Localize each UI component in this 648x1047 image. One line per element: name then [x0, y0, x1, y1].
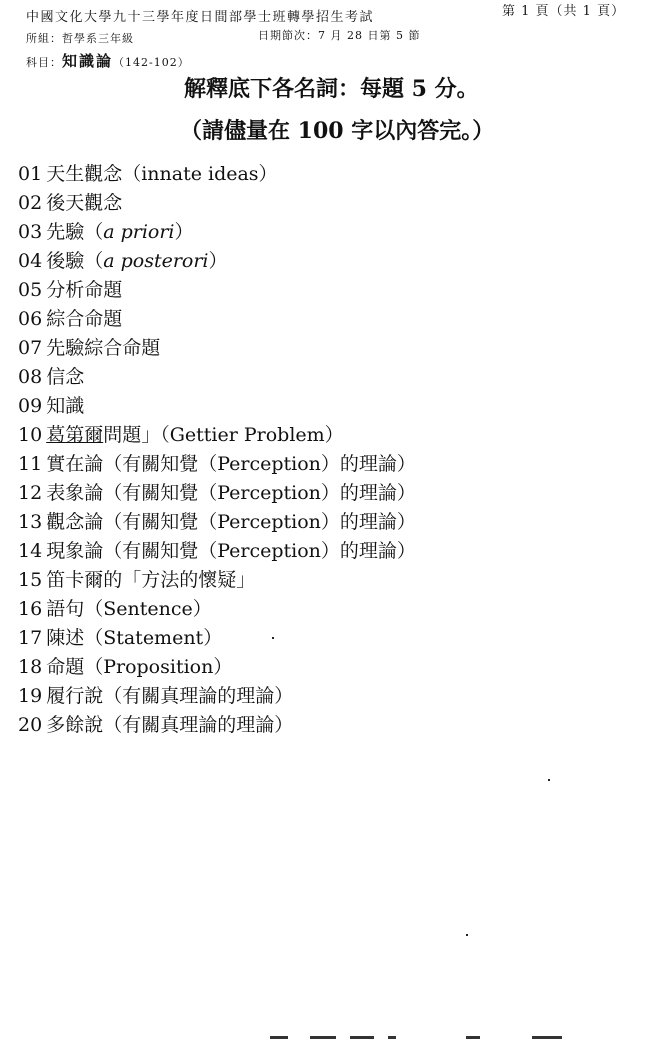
- exam-title: 中國文化大學九十三學年度日間部學士班轉學招生考試: [26, 10, 375, 25]
- question-number: 12: [18, 482, 43, 504]
- question-term: 先驗綜合命題: [46, 337, 161, 359]
- question-item: [18, 711, 416, 740]
- question-item: [18, 305, 416, 334]
- question-term: 多餘說: [46, 714, 104, 736]
- question-note-latin: a priori: [103, 221, 175, 243]
- question-term: 綜合命題: [46, 308, 123, 330]
- scan-speck: [272, 637, 274, 639]
- date-session-label: 日期節次：7 月 28 日第 5 節: [258, 29, 421, 42]
- question-item: [18, 160, 416, 189]
- subject-prefix: 科目：: [26, 56, 62, 69]
- question-note-close: ）: [174, 221, 194, 243]
- question-list: [18, 160, 416, 740]
- question-number: 15: [18, 569, 43, 591]
- question-item: [18, 479, 416, 508]
- question-item: [18, 392, 416, 421]
- question-term: 履行說: [46, 685, 104, 707]
- instruction-scoring: 解釋底下各名詞：每題 5 分。: [184, 76, 479, 102]
- question-item: [18, 363, 416, 392]
- question-term: 知識: [46, 395, 85, 417]
- question-note: （innate ideas）: [122, 163, 278, 185]
- question-note: （Proposition）: [84, 656, 233, 678]
- question-item: [18, 334, 416, 363]
- question-item: [18, 189, 416, 218]
- question-number: 04: [18, 250, 43, 272]
- question-note-open: （: [84, 221, 104, 243]
- question-number: 18: [18, 656, 43, 678]
- question-term: 命題: [46, 656, 85, 678]
- question-note-open: （: [84, 250, 104, 272]
- question-term: 笛卡爾的「方法的懷疑」: [46, 569, 256, 591]
- question-number: 01: [18, 163, 43, 185]
- question-number: 02: [18, 192, 43, 214]
- scan-mark: [350, 1036, 374, 1039]
- question-note: （有關知覺（Perception）的理論）: [103, 453, 416, 475]
- question-term: 陳述: [46, 627, 85, 649]
- question-term: 天生觀念: [46, 163, 123, 185]
- question-term: 先驗: [46, 221, 85, 243]
- scan-mark: [310, 1036, 336, 1039]
- question-item: [18, 653, 416, 682]
- question-number: 19: [18, 685, 43, 707]
- department-label: 所組：哲學系三年級: [26, 32, 134, 45]
- question-term-underlined: 葛第爾: [46, 424, 104, 446]
- question-item: [18, 682, 416, 711]
- scan-mark: [466, 1036, 480, 1039]
- question-term: 後天觀念: [46, 192, 123, 214]
- question-note-close: ）: [208, 250, 228, 272]
- question-term-rest: 問題」: [103, 424, 161, 446]
- question-note-latin: a posterori: [103, 250, 209, 272]
- question-item: [18, 276, 416, 305]
- question-term: 後驗: [46, 250, 85, 272]
- question-number: 07: [18, 337, 43, 359]
- question-number: 06: [18, 308, 43, 330]
- question-number: 08: [18, 366, 43, 388]
- subject-line: [26, 50, 190, 71]
- question-number: 03: [18, 221, 43, 243]
- question-term: 表象論: [46, 482, 104, 504]
- question-item: [18, 624, 416, 653]
- scan-speck: [466, 934, 468, 936]
- question-number: 16: [18, 598, 43, 620]
- question-note: （有關知覺（Perception）的理論）: [103, 482, 416, 504]
- question-item: [18, 450, 416, 479]
- question-note: （Sentence）: [84, 598, 212, 620]
- question-term: 分析命題: [46, 279, 123, 301]
- scan-mark: [270, 1036, 288, 1039]
- question-term: 信念: [46, 366, 85, 388]
- page-indicator: 第 1 頁（共 1 頁）: [502, 4, 626, 19]
- question-number: 13: [18, 511, 43, 533]
- question-item: [18, 595, 416, 624]
- question-number: 11: [18, 453, 43, 475]
- question-term: 語句: [46, 598, 85, 620]
- question-term: 觀念論: [46, 511, 104, 533]
- question-item: [18, 537, 416, 566]
- question-number: 14: [18, 540, 43, 562]
- question-note: （Statement）: [84, 627, 223, 649]
- question-item: [18, 421, 416, 450]
- question-term: 實在論: [46, 453, 104, 475]
- question-number: 09: [18, 395, 43, 417]
- question-note: （有關真理論的理論）: [103, 685, 294, 707]
- question-term: 現象論: [46, 540, 104, 562]
- question-number: 17: [18, 627, 43, 649]
- scan-edge-marks: [270, 1036, 570, 1040]
- subject-code: （142-102）: [113, 56, 190, 69]
- question-item: [18, 247, 416, 276]
- question-note: （有關知覺（Perception）的理論）: [103, 511, 416, 533]
- question-note: （有關知覺（Perception）的理論）: [103, 540, 416, 562]
- question-number: 20: [18, 714, 43, 736]
- question-number: 10: [18, 424, 43, 446]
- instruction-length: （請儘量在 100 字以內答完。）: [180, 118, 495, 144]
- scan-mark: [532, 1036, 562, 1039]
- question-note: （有關真理論的理論）: [103, 714, 294, 736]
- question-note: （Gettier Problem）: [160, 424, 344, 446]
- question-item: [18, 566, 416, 595]
- question-number: 05: [18, 279, 43, 301]
- question-item: [18, 508, 416, 537]
- subject-name: 知識論: [62, 52, 114, 70]
- scan-mark: [388, 1036, 396, 1039]
- question-item: [18, 218, 416, 247]
- scan-speck: [548, 779, 550, 781]
